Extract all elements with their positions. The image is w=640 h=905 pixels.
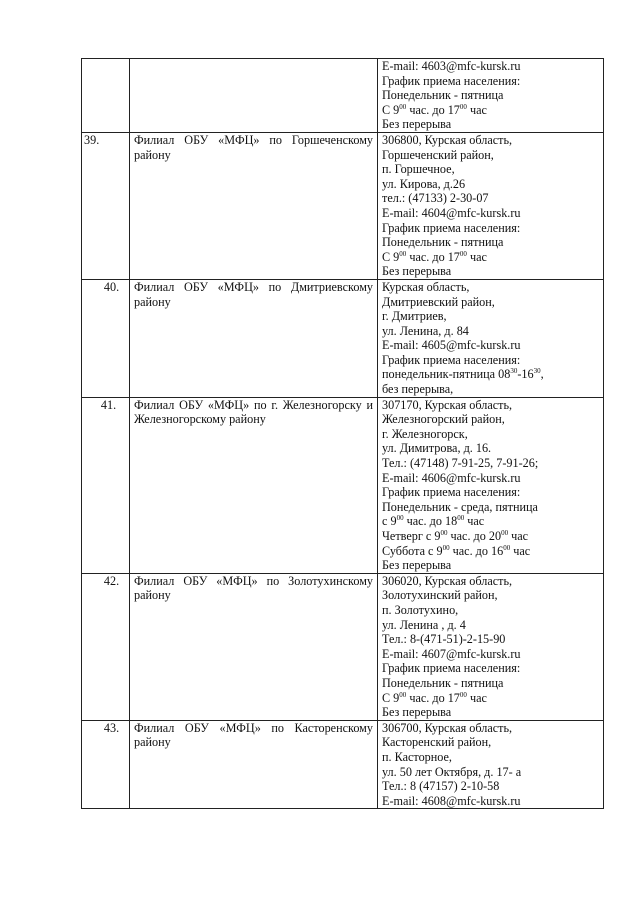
contact-line: Понедельник - пятница bbox=[382, 88, 504, 103]
contact-line bbox=[378, 514, 603, 529]
row-number-cell bbox=[82, 397, 130, 573]
time-text: с 9 bbox=[382, 514, 397, 529]
row-number-cell bbox=[82, 279, 130, 397]
contact-line: п. Касторное, bbox=[382, 749, 452, 764]
table-row bbox=[82, 573, 604, 720]
table-row bbox=[82, 132, 604, 279]
contact-line: Без перерыва bbox=[382, 117, 452, 132]
branch-name-cell bbox=[130, 573, 378, 720]
row-number-cell bbox=[82, 720, 130, 809]
contact-line: График приема населения: bbox=[382, 220, 521, 235]
contact-line bbox=[378, 367, 603, 382]
contact-line: График приема населения: bbox=[382, 73, 521, 88]
row-number-cell bbox=[82, 132, 130, 279]
branch-name-cell bbox=[130, 279, 378, 397]
contact-line bbox=[378, 250, 603, 265]
table-body bbox=[82, 59, 604, 809]
contact-line: E-mail: 4607@mfc-kursk.ru bbox=[382, 646, 521, 661]
time-text: С 9 bbox=[382, 690, 400, 705]
branch-name: Филиал ОБУ «МФЦ» по г. Железногорску и Железногорскому району bbox=[134, 397, 373, 427]
contact-line: Без перерыва bbox=[382, 705, 452, 720]
contact-line: Понедельник - пятница bbox=[382, 675, 504, 690]
time-text: понедельник-пятница 08 bbox=[382, 367, 511, 382]
time-minutes: 00 bbox=[459, 249, 467, 258]
branch-contacts-cell bbox=[378, 279, 604, 397]
branch-contacts-cell bbox=[378, 59, 604, 133]
table-row bbox=[82, 397, 604, 573]
table-row bbox=[82, 59, 604, 133]
contact-line: График приема населения: bbox=[382, 661, 521, 676]
contact-line: 306020, Курская область, bbox=[382, 573, 513, 588]
time-text: С 9 bbox=[382, 249, 400, 264]
contact-line: График приема населения: bbox=[382, 485, 521, 500]
branch-contacts-cell bbox=[378, 573, 604, 720]
contact-line bbox=[378, 544, 603, 559]
time-minutes: 00 bbox=[399, 102, 407, 111]
contact-line: тел.: (47133) 2-30-07 bbox=[382, 191, 489, 206]
time-text: час. до 16 bbox=[449, 543, 504, 558]
row-number: 40. bbox=[103, 279, 120, 294]
contact-line: E-mail: 4604@mfc-kursk.ru bbox=[382, 205, 521, 220]
time-minutes: 30 bbox=[533, 367, 541, 376]
time-minutes: 00 bbox=[396, 514, 404, 523]
row-number: 39. bbox=[84, 132, 100, 147]
time-minutes: 00 bbox=[399, 249, 407, 258]
contact-line: Понедельник - среда, пятница bbox=[382, 499, 538, 514]
time-text: час bbox=[466, 102, 487, 117]
branch-name-cell bbox=[130, 132, 378, 279]
row-number: 42. bbox=[103, 573, 120, 588]
contact-line: п. Горшечное, bbox=[382, 162, 455, 177]
time-text: час bbox=[508, 529, 529, 543]
time-text: -16 bbox=[517, 367, 534, 382]
row-number: 41. bbox=[100, 397, 117, 412]
contact-line: E-mail: 4608@mfc-kursk.ru bbox=[382, 793, 521, 808]
contact-line: 306700, Курская область, bbox=[382, 720, 513, 735]
contact-line: Понедельник - пятница bbox=[382, 235, 504, 250]
contact-line: без перерыва, bbox=[382, 382, 454, 397]
table-row bbox=[82, 720, 604, 809]
time-minutes: 00 bbox=[399, 690, 407, 699]
time-minutes: 00 bbox=[457, 514, 465, 523]
table-row bbox=[82, 279, 604, 397]
contact-line: ул. Кирова, д.26 bbox=[382, 176, 466, 191]
mfc-branches-table bbox=[81, 58, 604, 809]
time-text: , bbox=[540, 367, 544, 382]
branch-name-cell bbox=[130, 59, 378, 133]
contact-line: E-mail: 4606@mfc-kursk.ru bbox=[382, 470, 521, 485]
contact-line: 307170, Курская область, bbox=[382, 397, 513, 412]
time-text: час bbox=[466, 690, 487, 705]
row-number-cell bbox=[82, 59, 130, 133]
contact-line: Курская область, bbox=[382, 279, 470, 294]
time-minutes: 30 bbox=[510, 367, 518, 376]
contact-line: Горшеченский район, bbox=[382, 147, 494, 162]
contact-line bbox=[378, 103, 603, 118]
branch-name-cell bbox=[130, 397, 378, 573]
branch-contacts-cell bbox=[378, 397, 604, 573]
branch-name: Филиал ОБУ «МФЦ» по Горшеченскому району bbox=[134, 132, 373, 162]
contact-line: ул. Ленина , д. 4 bbox=[382, 617, 466, 632]
contact-line: г. Железногорск, bbox=[382, 426, 468, 441]
time-text: час. до 20 bbox=[447, 529, 502, 543]
contact-line: Касторенский район, bbox=[382, 735, 492, 750]
time-text: час bbox=[464, 514, 485, 529]
time-text: час. до 18 bbox=[403, 514, 458, 529]
branch-name: Филиал ОБУ «МФЦ» по Золотухинскому району bbox=[134, 573, 373, 603]
time-text: час. до 17 bbox=[406, 690, 460, 705]
time-text: Суббота с 9 bbox=[382, 543, 443, 558]
time-text: час. до 17 bbox=[406, 249, 460, 264]
time-minutes: 00 bbox=[501, 529, 509, 537]
contact-line: п. Золотухино, bbox=[382, 602, 459, 617]
contact-line: Без перерыва bbox=[382, 264, 452, 279]
contact-line: Тел.: (47148) 7-91-25, 7-91-26; bbox=[382, 456, 539, 471]
time-minutes: 00 bbox=[442, 543, 450, 552]
row-number-cell bbox=[82, 573, 130, 720]
contact-line: ул. Ленина, д. 84 bbox=[382, 323, 469, 338]
contact-line: ул. Димитрова, д. 16. bbox=[382, 441, 492, 456]
time-text: С 9 bbox=[382, 102, 400, 117]
branch-contacts-cell bbox=[378, 720, 604, 809]
time-text: час bbox=[510, 543, 531, 558]
contact-line: 306800, Курская область, bbox=[382, 132, 513, 147]
contact-line: г. Дмитриев, bbox=[382, 309, 447, 324]
contact-line: E-mail: 4605@mfc-kursk.ru bbox=[382, 338, 521, 353]
contact-line: Дмитриевский район, bbox=[382, 294, 495, 309]
contact-line: Без перерыва bbox=[382, 558, 452, 573]
contact-line: Тел.: 8 (47157) 2-10-58 bbox=[382, 779, 500, 794]
row-number: 43. bbox=[103, 720, 120, 735]
time-minutes: 00 bbox=[459, 690, 467, 699]
contact-line: Золотухинский район, bbox=[382, 588, 498, 603]
branch-name-cell bbox=[130, 720, 378, 809]
contact-line: E-mail: 4603@mfc-kursk.ru bbox=[382, 59, 521, 73]
contact-line: ул. 50 лет Октября, д. 17- а bbox=[382, 764, 522, 779]
branch-name: Филиал ОБУ «МФЦ» по Касторенскому району bbox=[134, 720, 373, 750]
contact-line: График приема населения: bbox=[382, 352, 521, 367]
branch-name: Филиал ОБУ «МФЦ» по Дмитриевскому району bbox=[134, 279, 373, 309]
contact-line: Железногорский район, bbox=[382, 412, 505, 427]
time-minutes: 00 bbox=[440, 529, 448, 537]
time-text: час bbox=[466, 249, 487, 264]
time-text: час. до 17 bbox=[406, 102, 460, 117]
contact-line bbox=[378, 691, 603, 706]
time-minutes: 00 bbox=[459, 102, 467, 111]
branch-contacts-cell bbox=[378, 132, 604, 279]
contact-line: Тел.: 8-(471-51)-2-15-90 bbox=[382, 632, 506, 647]
time-text: Четверг с 9 bbox=[382, 529, 441, 543]
time-minutes: 00 bbox=[503, 543, 511, 552]
contact-line bbox=[378, 529, 603, 544]
